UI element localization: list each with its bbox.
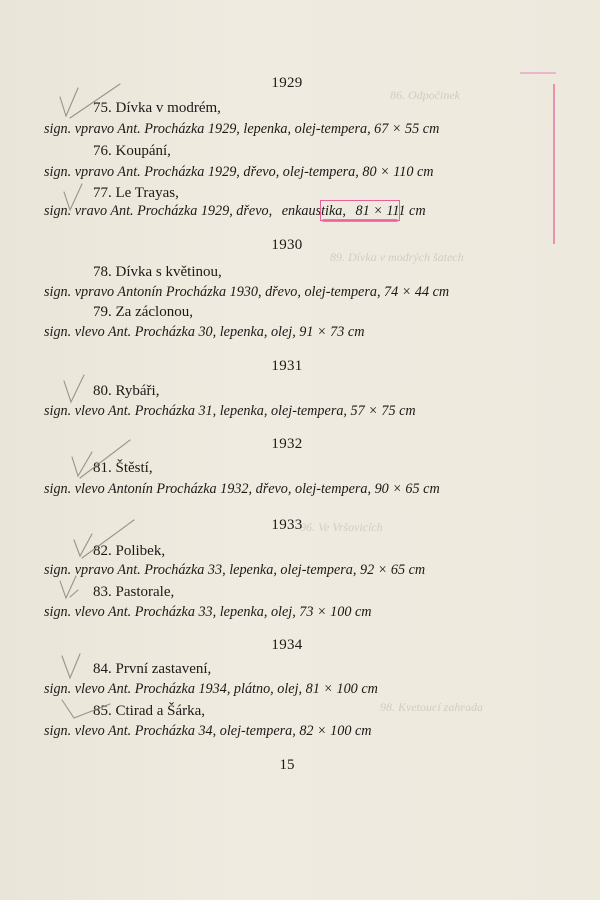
entry-description: sign. vlevo Antonín Procházka 1932, dřevo, olej-tempera, 90 × 65 cm (44, 481, 440, 497)
show-through-text: 89. Dívka v modrých šatech (330, 250, 464, 264)
page-number: 15 (279, 757, 295, 773)
entry-description: sign. vpravo Ant. Procházka 1929, lepenka, olej-tempera, 67 × 55 cm (44, 121, 440, 137)
year-heading: 1930 (271, 237, 303, 253)
entry-description: sign. vpravo Ant. Procházka 1929, dřevo, olej-tempera, 80 × 110 cm (44, 164, 434, 180)
show-through-text: 86. Odpočinek (390, 88, 460, 102)
show-through-text: 96. Ve Vršovicích (300, 520, 383, 534)
entry-title: 81. Štěstí, (93, 460, 153, 476)
year-heading: 1933 (271, 517, 303, 533)
entry-description: sign. vpravo Antonín Procházka 1930, dřevo, olej-tempera, 74 × 44 cm (44, 284, 450, 300)
description-text: sign. vravo Ant. Procházka 1929, dřevo, (44, 203, 273, 219)
entry-title: 78. Dívka s květinou, (93, 264, 222, 280)
entry-title: 84. První zastavení, (93, 661, 212, 677)
entry-description: sign. vpravo Ant. Procházka 33, lepenka, olej-tempera, 92 × 65 cm (44, 562, 426, 578)
year-heading: 1932 (271, 436, 303, 452)
entry-description: sign. vlevo Ant. Procházka 1934, plátno, olej, 81 × 100 cm (44, 681, 378, 697)
entry-description: sign. vlevo Ant. Procházka 31, lepenka, olej-tempera, 57 × 75 cm (44, 403, 416, 419)
year-heading: 1934 (271, 637, 303, 653)
check-mark-84 (62, 654, 80, 678)
entry-title: 76. Koupání, (93, 143, 171, 159)
check-mark-80 (64, 375, 84, 402)
show-through-text: 98. Kvetoucí zahrada (380, 700, 483, 714)
highlight-box (320, 200, 400, 221)
entry-title: 82. Polibek, (93, 543, 166, 559)
entry-title: 77. Le Trayas, (93, 185, 179, 201)
entry-title: 85. Ctirad a Šárka, (93, 703, 206, 719)
year-heading: 1931 (271, 358, 303, 374)
highlight-underline (322, 219, 398, 222)
highlighted-medium: enkaustika, (281, 203, 346, 219)
entry-title: 75. Dívka v modrém, (93, 100, 221, 116)
dimensions: 81 × 111 cm (355, 203, 426, 219)
highlighter-margin-mark (520, 72, 556, 74)
check-mark-83 (60, 576, 78, 598)
entry-title: 80. Rybáři, (93, 383, 160, 399)
entry-description: sign. vlevo Ant. Procházka 30, lepenka, olej, 91 × 73 cm (44, 324, 365, 340)
entry-title: 79. Za záclonou, (93, 304, 193, 320)
entry-description: sign. vlevo Ant. Procházka 34, olej-tempera, 82 × 100 cm (44, 723, 372, 739)
highlighter-margin-line (553, 84, 555, 244)
year-heading: 1929 (271, 75, 303, 91)
entry-description: sign. vlevo Ant. Procházka 33, lepenka, olej, 73 × 100 cm (44, 604, 372, 620)
entry-title: 83. Pastorale, (93, 584, 175, 600)
